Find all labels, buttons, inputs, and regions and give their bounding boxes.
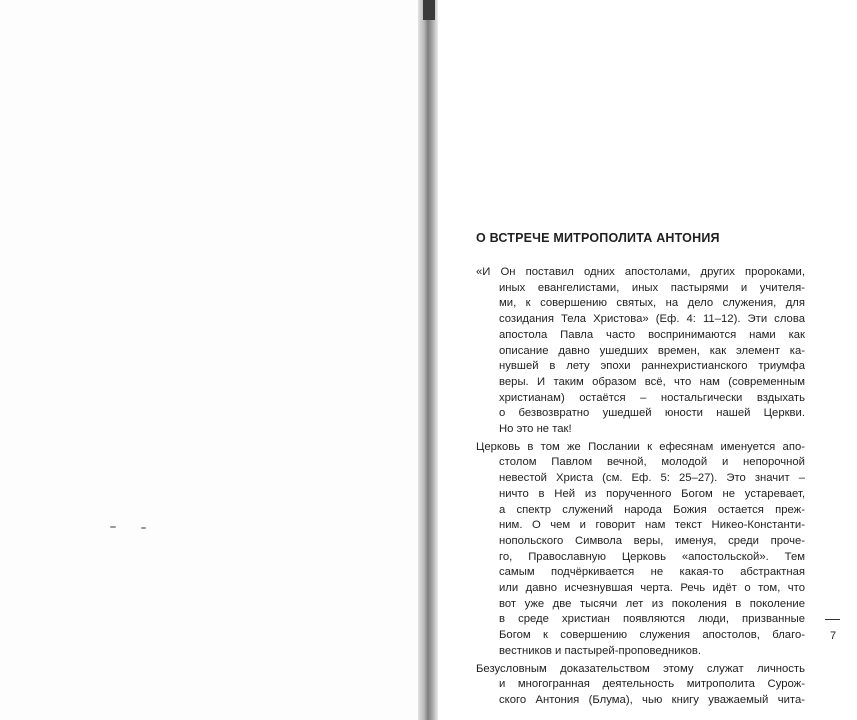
text-line: а спектр служений народа Божия остается преж- — [499, 503, 805, 516]
text-line: нопольского Символа веры, именуя, среди проче- — [499, 534, 805, 547]
text-line: и многогранная деятельность митрополита Сурож- — [499, 678, 805, 691]
paragraph — [476, 265, 805, 438]
text-line: в среде христиан появляются люди, призванные — [499, 613, 805, 626]
paragraph — [476, 662, 805, 709]
text-line: ним. О чем и говорит нам текст Никео-Константи- — [499, 519, 805, 532]
text-line: ничто в Ней из порученного Богом не устаревает, — [499, 487, 805, 500]
text-line: столом Павлом вечной, молодой и непорочной — [499, 456, 805, 469]
text-line: го, Православную Церковь «апостольской». Тем — [499, 550, 805, 563]
text-line: ми, к совершению святых, на дело служения, для — [499, 297, 805, 310]
text-line: созидания Тела Христова» (Еф. 4: 11–12). Эти слова — [499, 313, 805, 326]
paragraph — [476, 440, 805, 660]
left-page — [0, 0, 418, 720]
text-line: апостола Павла часто воспринимаются нами как — [499, 328, 805, 341]
print-speck — [141, 527, 146, 529]
page-number-rule — [825, 619, 840, 620]
gutter-shadow — [423, 0, 435, 20]
text-line: самым подчёркивается не какая-то абстрактная — [499, 566, 805, 579]
text-line: Церковь в том же Послании к ефесянам именуется апо- — [476, 440, 805, 453]
text-line: невестой Христа (см. Еф. 5: 25–27). Это значит – — [499, 472, 805, 485]
text-line: о безвозвратно ушедшей юности нашей Церкви. — [499, 407, 805, 420]
page-number: 7 — [829, 630, 837, 642]
text-line: или давно исчезнувшая черта. Речь идёт о том, что — [499, 582, 805, 595]
text-line: иных евангелистами, иных пастырями и учителя- — [499, 281, 805, 294]
text-line: «И Он поставил одних апостолами, других пророками, — [476, 266, 805, 278]
text-line: Но это не так! — [499, 423, 572, 436]
text-line: Богом к совершению служения апостолов, благо- — [499, 629, 805, 642]
text-line: вестников и пастырей-проповедников. — [499, 644, 702, 657]
text-line: ского Антония (Блума), чью книгу уважаемый чита- — [499, 693, 805, 706]
body-text — [476, 265, 805, 709]
text-line: веры. И таким образом всё, что нам (современным — [499, 375, 805, 388]
text-line: нувшей в лету эпохи раннехристианского триумфа — [499, 360, 805, 373]
chapter-heading: О ВСТРЕЧЕ МИТРОПОЛИТА АНТОНИЯ — [476, 231, 720, 245]
text-line: вот уже две тысячи лет из поколения в поколение — [499, 597, 805, 610]
book-gutter — [418, 0, 438, 720]
print-speck — [110, 526, 116, 528]
text-line: описание давно ушедших времен, как элемент ка- — [499, 344, 805, 357]
text-line: христианам) остаётся – ностальгически вздыхать — [499, 391, 805, 404]
text-line: Безусловным доказательством этому служат личность — [476, 662, 805, 675]
